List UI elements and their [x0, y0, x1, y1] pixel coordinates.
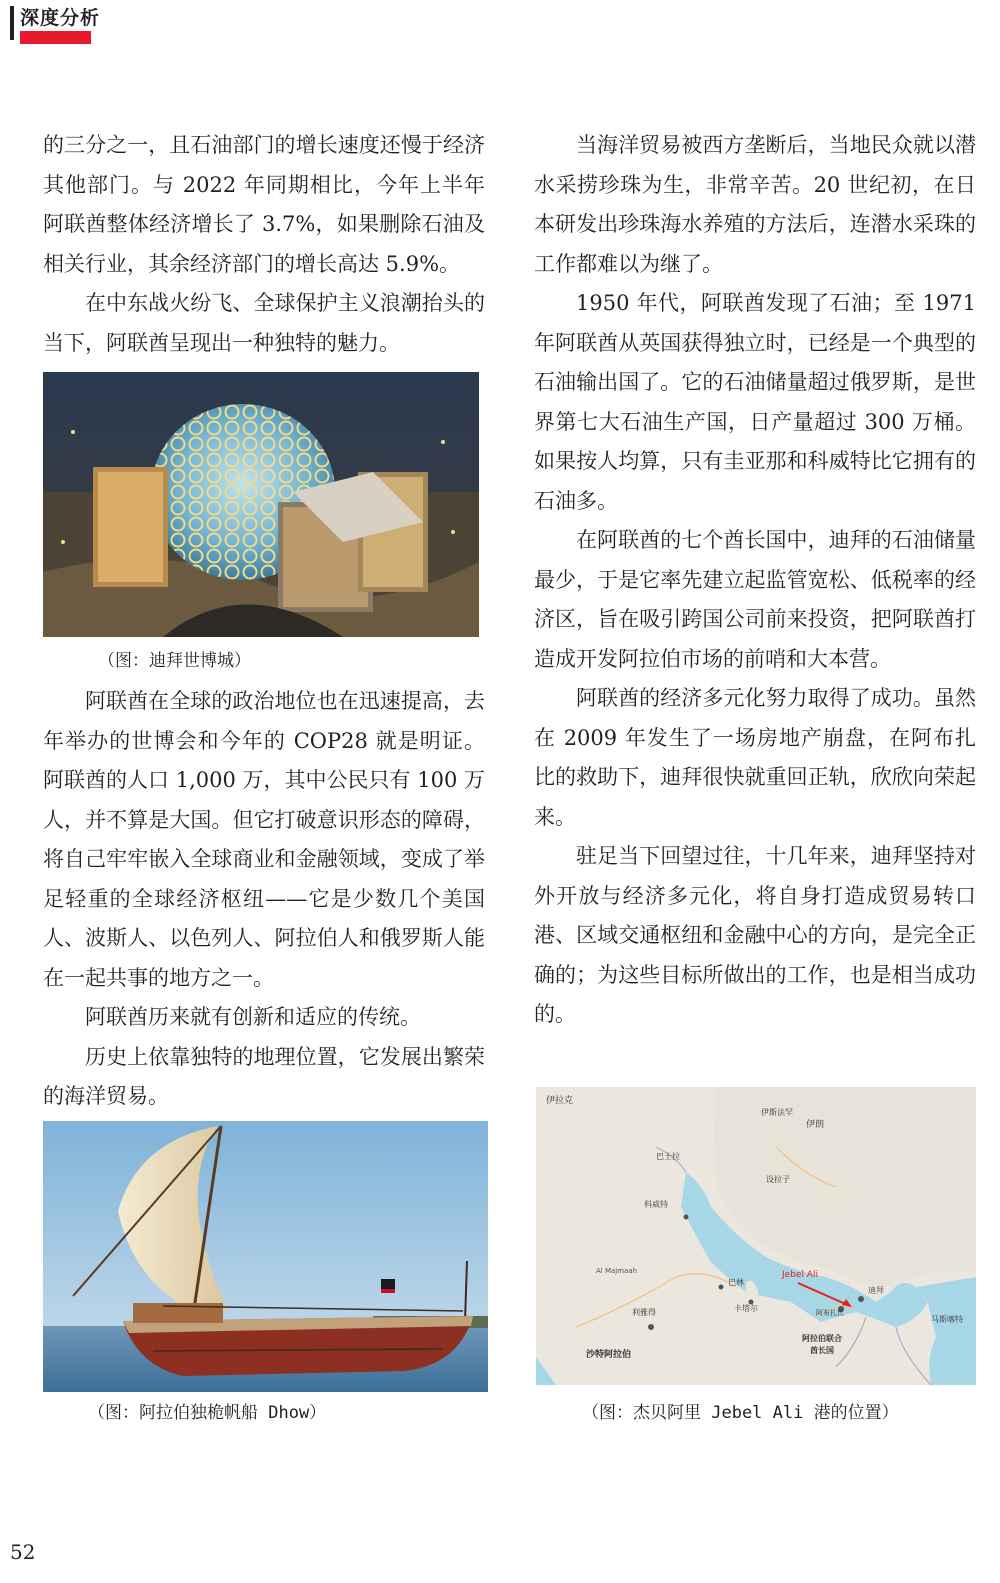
- map-label-basra: 巴士拉: [656, 1152, 680, 1161]
- paragraph: 在中东战火纷飞、全球保护主义浪潮抬头的当下，阿联酋呈现出一种独特的魅力。: [43, 291, 485, 355]
- map-label-qatar: 卡塔尔: [734, 1304, 758, 1313]
- section-title: 深度分析: [20, 7, 101, 29]
- map-label-iran: 伊朗: [806, 1120, 825, 1130]
- map-label-jebel-ali: Jebel Ali: [782, 1270, 818, 1280]
- map-label-bushehr: 设拉子: [766, 1175, 790, 1184]
- paragraph: 1950 年代，阿联酋发现了石油；至 1971 年阿联酋从英国获得独立时，已经是一个典型的石油输出国了。它的石油储量超过俄罗斯，是世界第七大石油生产国，日产量超过 300 万桶。如果按人均算，只有圭亚那和科威特比它拥有的石油多。: [534, 291, 976, 513]
- page-number: 52: [10, 1540, 36, 1564]
- gulf-map: [536, 1087, 976, 1385]
- section-accent-underline: [20, 31, 91, 44]
- expo-city-photo: [43, 372, 479, 637]
- paragraph: 阿联酋的经济多元化努力取得了成功。虽然在 2009 年发生了一场房地产崩盘，在阿布扎比的救助下，迪拜很快就重回正轨，欣欣向荣起来。: [534, 686, 976, 829]
- left-column-middle: [43, 682, 485, 1117]
- map-label-isfahan: 伊斯法罕: [761, 1108, 793, 1117]
- paragraph: 阿联酋历来就有创新和适应的传统。: [85, 1005, 421, 1029]
- paragraph: 当海洋贸易被西方垄断后，当地民众就以潜水采捞珍珠为生，非常辛苦。20 世纪初，在日本研发出珍珠海水养殖的方法后，连潜水采珠的工作都难以为继了。: [534, 133, 976, 276]
- map-caption: （图：杰贝阿里 Jebel Ali 港的位置）: [582, 1403, 899, 1423]
- map-label-riyadh: 利雅得: [632, 1308, 656, 1317]
- paragraph: 历史上依靠独特的地理位置，它发展出繁荣的海洋贸易。: [43, 1044, 485, 1108]
- map-label-abudhabi: 阿布扎比: [816, 1309, 844, 1317]
- map-label-uae-line2: 酋长国: [810, 1346, 834, 1355]
- paragraph: 在阿联酋的七个酋长国中，迪拜的石油储量最少，于是它率先建立起监管宽松、低税率的经济区，旨在吸引跨国公司前来投资，把阿联酋打造成开发阿拉伯市场的前哨和大本营。: [534, 528, 976, 671]
- paragraph: 驻足当下回望过往，十几年来，迪拜坚持对外开放与经济多元化，将自身打造成贸易转口港、区域交通枢纽和金融中心的方向，是完全正确的；为这些目标所做出的工作，也是相当成功的。: [534, 844, 976, 1026]
- map-label-bahrain: 巴林: [728, 1278, 744, 1287]
- map-label-oman: 马斯喀特: [931, 1315, 963, 1324]
- dhow-caption: （图：阿拉伯独桅帆船 Dhow）: [88, 1403, 327, 1423]
- map-label-dubai: 迪拜: [868, 1286, 884, 1295]
- paragraph: 阿联酋在全球的政治地位也在迅速提高，去年举办的世博会和今年的 COP28 就是明证。阿联酋的人口 1,000 万，其中公民只有 100 万人，并不算是大国。但它打破意识形态的障碍，将自己牢牢嵌入全球商业和金融领域，变成了举足轻重的全球经济枢纽——它是少数几个美国人、波斯人、以色列人、阿拉伯人和俄罗斯人能在一起共事的地方之一。: [43, 689, 485, 990]
- section-marker-bar: [10, 6, 14, 40]
- map-label-kuwait: 科威特: [644, 1200, 668, 1209]
- map-label-saudi: 沙特阿拉伯: [586, 1350, 632, 1360]
- map-label-al-majmaah: Al Majmaah: [596, 1267, 638, 1275]
- dhow-photo: [43, 1121, 488, 1392]
- paragraph: 的三分之一，且石油部门的增长速度还慢于经济其他部门。与 2022 年同期相比，今年上半年阿联酋整体经济增长了 3.7%，如果删除石油及相关行业，其余经济部门的增长高达 5.9%。: [43, 133, 485, 276]
- map-label-uae-line1: 阿拉伯联合: [802, 1334, 842, 1343]
- expo-caption: （图：迪拜世博城）: [98, 651, 251, 671]
- right-column: [534, 126, 976, 1035]
- left-column-top: [43, 126, 485, 363]
- map-label-iraq: 伊拉克: [546, 1096, 574, 1106]
